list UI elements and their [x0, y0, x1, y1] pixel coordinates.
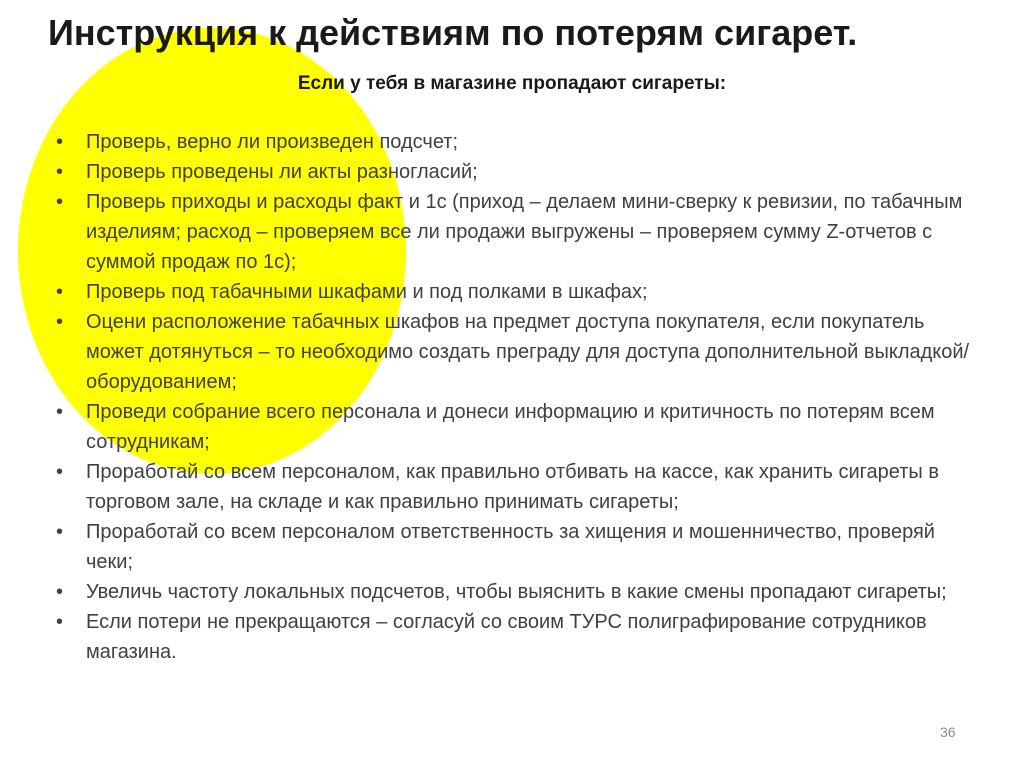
bullet-dot-icon: • — [56, 461, 64, 483]
bullet-text: Оцени расположение табачных шкафов на предмет доступа покупателя, если покупатель может дотянуться – то необходимо создать преграду для доступа дополнительной выкладкой/оборудованием; — [86, 311, 970, 393]
bullet-text: Проверь под табачными шкафами и под полками в шкафах; — [86, 281, 648, 303]
page-number: 36 — [940, 724, 956, 740]
bullet-item — [50, 517, 980, 577]
bullet-item — [50, 577, 980, 607]
bullet-item — [50, 307, 980, 397]
bullet-dot-icon: • — [56, 131, 64, 153]
bullet-text: Если потери не прекращаются – согласуй со своим ТУРС полиграфирование сотрудников магазина. — [86, 611, 927, 663]
bullet-text: Проработай со всем персоналом, как правильно отбивать на кассе, как хранить сигареты в торговом зале, на складе и как правильно принимать сигареты; — [86, 461, 939, 513]
bullet-item — [50, 157, 980, 187]
bullet-dot-icon: • — [56, 611, 64, 633]
bullet-dot-icon: • — [56, 401, 64, 423]
bullet-item — [50, 457, 980, 517]
bullet-text: Проведи собрание всего персонала и донеси информацию и критичность по потерям всем сотрудникам; — [86, 401, 935, 453]
bullet-text: Проработай со всем персоналом ответственность за хищения и мошенничество, проверяй чеки; — [86, 521, 935, 573]
bullet-dot-icon: • — [56, 281, 64, 303]
bullet-dot-icon: • — [56, 191, 64, 213]
bullet-item — [50, 187, 980, 277]
bullet-item — [50, 607, 980, 667]
bullet-text: Проверь приходы и расходы факт и 1с (приход – делаем мини-сверку к ревизии, по табачным изделиям; расход – проверяем все ли продажи выгружены – проверяем сумму Z-отчетов с суммой продаж по 1с); — [86, 191, 963, 273]
bullet-dot-icon: • — [56, 581, 64, 603]
bullet-text: Проверь проведены ли акты разногласий; — [86, 161, 478, 183]
bullet-item — [50, 397, 980, 457]
bullet-dot-icon: • — [56, 311, 64, 333]
slide-subtitle: Если у тебя в магазине пропадают сигареты: — [297, 73, 727, 94]
slide-title: Инструкция к действиям по потерям сигарет. — [48, 12, 858, 53]
bullet-item — [50, 127, 980, 157]
bullet-item — [50, 277, 980, 307]
bullet-list — [50, 127, 980, 667]
bullet-text: Увеличь частоту локальных подсчетов, чтобы выяснить в какие смены пропадают сигареты; — [86, 581, 947, 603]
bullet-text: Проверь, верно ли произведен подсчет; — [86, 131, 459, 153]
bullet-dot-icon: • — [56, 521, 64, 543]
bullet-dot-icon: • — [56, 161, 64, 183]
